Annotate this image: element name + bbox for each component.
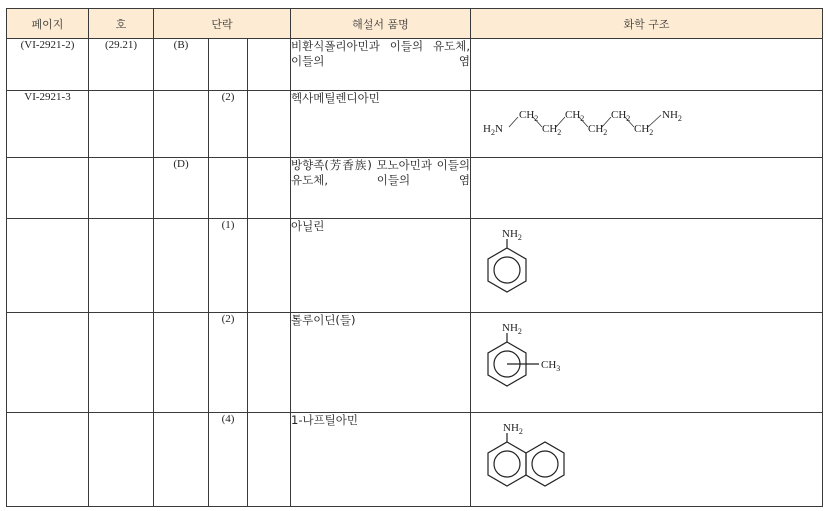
paragraph-sub-cell <box>248 158 291 219</box>
paragraph-number-cell <box>209 158 248 219</box>
header-heading: 호 <box>89 9 154 39</box>
table-row <box>7 158 823 219</box>
table-row <box>7 313 823 413</box>
paragraph-sub-cell <box>248 39 291 91</box>
hexamethylenediamine-structure <box>481 101 711 151</box>
paragraph-number-cell <box>209 39 248 91</box>
aniline-structure <box>481 223 541 293</box>
header-paragraph: 단락 <box>154 9 291 39</box>
paragraph-letter-cell: (B) <box>154 39 209 91</box>
table-row <box>7 413 823 507</box>
page-cell: VI-2921-3 <box>7 91 89 158</box>
heading-cell: (29.21) <box>89 39 154 91</box>
paragraph-sub-cell <box>248 413 291 507</box>
structure-cell <box>471 219 823 313</box>
product-name-cell: 비환식폴리아민과 이들의 유도체, 이들의 염 <box>291 39 471 91</box>
paragraph-number-cell: (2) <box>209 313 248 413</box>
header-page: 페이지 <box>7 9 89 39</box>
table-row <box>7 39 823 91</box>
product-name-cell: 헥사메틸렌디아민 <box>291 91 471 158</box>
header-product-name: 해설서 품명 <box>291 9 471 39</box>
paragraph-sub-cell <box>248 219 291 313</box>
product-name-cell: 아닐린 <box>291 219 471 313</box>
svg-text:H2N: $H_2N$ <box>483 123 503 137</box>
svg-text:CH2: $CH_2$ <box>588 123 608 137</box>
svg-text:CH3: $CH_3$ <box>541 359 561 373</box>
heading-cell <box>89 313 154 413</box>
table-row <box>7 91 823 158</box>
heading-cell <box>89 91 154 158</box>
header-row <box>7 9 823 39</box>
heading-cell <box>89 158 154 219</box>
paragraph-letter-cell <box>154 219 209 313</box>
svg-text:NH2: $NH_2$ <box>502 228 522 242</box>
structure-cell <box>471 39 823 91</box>
paragraph-sub-cell <box>248 313 291 413</box>
page-cell <box>7 158 89 219</box>
svg-text:NH2: $NH_2$ <box>662 109 682 123</box>
svg-text:CH2: $CH_2$ <box>611 109 631 123</box>
product-name-cell: 톨루이딘(들) <box>291 313 471 413</box>
structure-cell <box>471 313 823 413</box>
paragraph-letter-cell <box>154 413 209 507</box>
svg-text:NH2: $NH_2$ <box>503 422 523 436</box>
naphthylamine-structure <box>481 417 581 487</box>
page-cell: (VI-2921-2) <box>7 39 89 91</box>
paragraph-letter-cell <box>154 313 209 413</box>
paragraph-number-cell: (2) <box>209 91 248 158</box>
table-row <box>7 219 823 313</box>
svg-text:CH2: $CH_2$ <box>634 123 654 137</box>
product-name-cell: 1-나프틸아민 <box>291 413 471 507</box>
svg-text:CH2: $CH_2$ <box>519 109 539 123</box>
product-name-cell: 방향족(芳香族) 모노아민과 이들의 유도체, 이들의 염 <box>291 158 471 219</box>
paragraph-letter-cell: (D) <box>154 158 209 219</box>
header-chemical-structure: 화학 구조 <box>471 9 823 39</box>
structure-cell <box>471 413 823 507</box>
svg-text:NH2: $NH_2$ <box>502 322 522 336</box>
paragraph-number-cell: (1) <box>209 219 248 313</box>
svg-text:CH2: $CH_2$ <box>542 123 562 137</box>
structure-cell <box>471 91 823 158</box>
paragraph-letter-cell <box>154 91 209 158</box>
paragraph-sub-cell <box>248 91 291 158</box>
paragraph-number-cell: (4) <box>209 413 248 507</box>
svg-text:CH2: $CH_2$ <box>565 109 585 123</box>
page-cell <box>7 413 89 507</box>
page-cell <box>7 313 89 413</box>
heading-cell <box>89 219 154 313</box>
toluidine-structure <box>481 317 591 389</box>
page-cell <box>7 219 89 313</box>
classification-table <box>6 8 823 507</box>
structure-cell <box>471 158 823 219</box>
heading-cell <box>89 413 154 507</box>
